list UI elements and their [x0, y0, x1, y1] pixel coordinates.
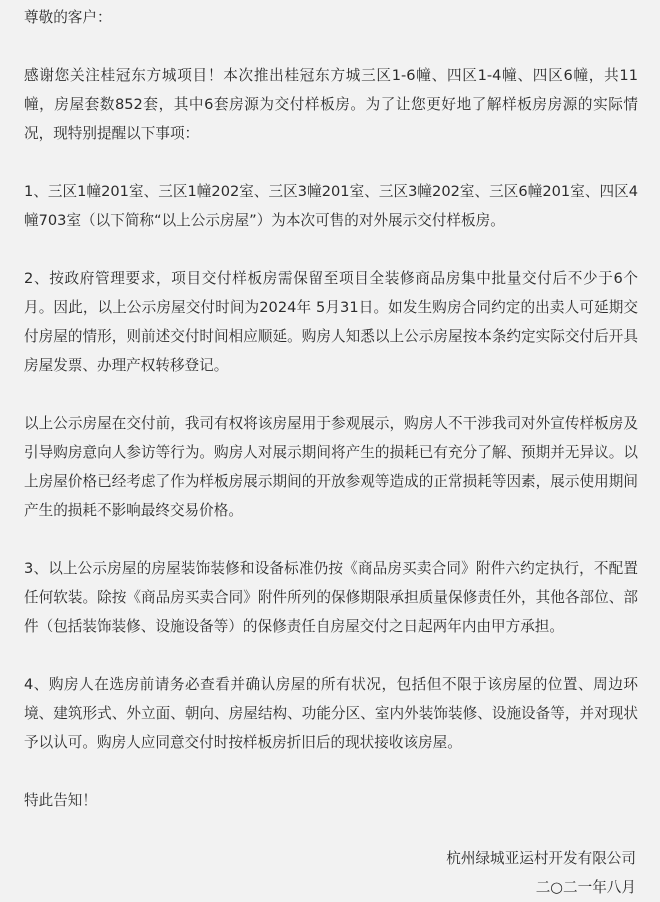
intro-paragraph: 感谢您关注桂冠东方城项目！本次推出桂冠东方城三区1-6幢、四区1-4幢、四区6幢，共11幢，房屋套数852套，其中6套房源为交付样板房。为了让您更好地了解样板房房源的实际情况，现特别提醒以下事项： — [24, 67, 638, 142]
item-1-paragraph: 1、三区1幢201室、三区1幢202室、三区3幢201室、三区3幢202室、三区6幢201室、四区4幢703室（以下简称“以上公示房屋”）为本次可售的对外展示交付样板房。 — [24, 183, 638, 229]
company-signature: 杭州绿城亚运村开发有限公司 — [446, 850, 636, 867]
closing-line: 特此告知！ — [24, 792, 97, 809]
note-paragraph: 以上公示房屋在交付前，我司有权将该房屋用于参观展示，购房人不干涉我司对外宣传样板房及引导购房意向人参访等行为。购房人对展示期间将产生的损耗已有充分了解、预期并无异议。以上房屋价格已经考虑了作为样板房展示期间的开放参观等造成的正常损耗等因素，展示使用期间产生的损耗不影响最终交易价格。 — [24, 415, 638, 519]
item-4-paragraph: 4、购房人在选房前请务必查看并确认房屋的所有状况，包括但不限于该房屋的位置、周边环境、建筑形式、外立面、朝向、房屋结构、功能分区、室内外装饰装修、设施设备等，并对现状予以认可。购房人应同意交付时按样板房折旧后的现状接收该房屋。 — [24, 676, 638, 751]
notice-date: 二○二一年八月 — [535, 879, 636, 896]
greeting: 尊敬的客户： — [24, 9, 112, 26]
item-2-paragraph: 2、按政府管理要求，项目交付样板房需保留至项目全装修商品房集中批量交付后不少于6个月。因此，以上公示房屋交付时间为2024年 5月31日。如发生购房合同约定的出卖人可延期交付房屋的情形，则前述交付时间相应顺延。购房人知悉以上公示房屋按本条约定实际交付后开具房屋发票、办理产权转移登记。 — [24, 270, 638, 374]
item-3-paragraph: 3、以上公示房屋的房屋装饰装修和设备标准仍按《商品房买卖合同》附件六约定执行，不配置任何软装。除按《商品房买卖合同》附件所列的保修期限承担质量保修责任外，其他各部位、部件（包括装饰装修、设施设备等）的保修责任自房屋交付之日起两年内由甲方承担。 — [24, 560, 638, 635]
